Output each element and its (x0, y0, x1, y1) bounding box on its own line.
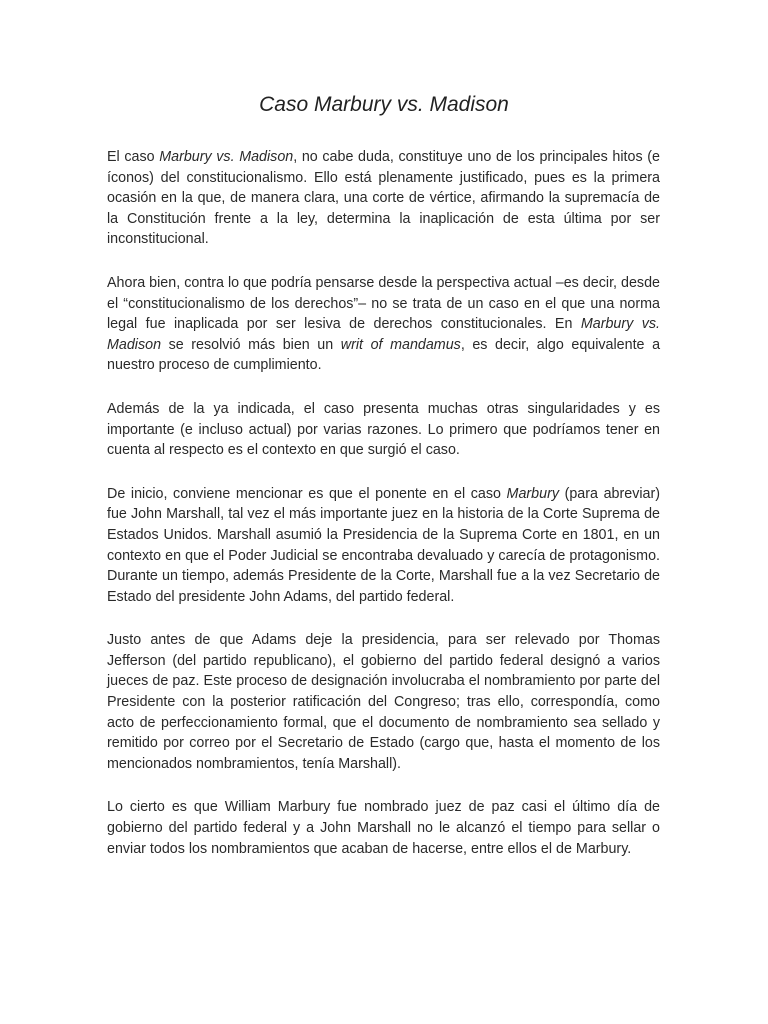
text-run: se resolvió más bien un (161, 336, 341, 353)
italic-text-run: Marbury (506, 485, 559, 502)
italic-text-run: writ of mandamus (340, 336, 461, 353)
paragraph (107, 797, 660, 859)
italic-text-run: Marbury vs. Madison (159, 149, 294, 165)
paragraph (107, 484, 660, 608)
text-run: , es decir, algo equivalente a nuestro proceso de cumplimiento. (107, 336, 661, 374)
text-run: Ahora bien, contra lo que podría pensarse desde la perspectiva actual –es decir, desde el “constitucionalismo de los derechos”– no se trata de un caso en el que una norma legal fue inaplicada por ser lesiva de derechos constitucionales. En (107, 274, 660, 333)
paragraph (107, 630, 660, 774)
text-run: , no cabe duda, constituye uno de los principales hitos (e íconos) del constitucionalismo. Ello está plenamente justificado, pues es la primera ocasión en la que, de manera clara, una corte de vértice, afirmando la supremacía de la Constitución frente a la ley, determina la inaplicación de esta última por ser inconstitucional. (107, 149, 660, 248)
text-run: (para abreviar) fue John Marshall, tal vez el más importante juez en la historia de la Corte Suprema de Estados Unidos. Marshall asumió la Presidencia de la Suprema Corte en 1801, en un contexto en que el Poder Judicial se encontraba devaluado y carecía de protagonismo. Durante un tiempo, además Presidente de la Corte, Marshall fue a la vez Secretario de Estado del presidente John Adams, del partido federal. (107, 485, 660, 605)
paragraph (107, 147, 660, 250)
document-title: Caso Marbury vs. Madison (259, 93, 509, 116)
text-run: Además de la ya indicada, el caso presenta muchas otras singularidades y es importante (e incluso actual) por varias razones. Lo primero que podríamos tener en cuenta al respecto es el contexto en que surgió el caso. (107, 400, 660, 459)
text-run: Lo cierto es que William Marbury fue nombrado juez de paz casi el último día de gobierno del partido federal y a John Marshall no le alcanzó el tiempo para sellar o enviar todos los nombramientos que acaban de hacerse, entre ellos el de Marbury. (107, 799, 660, 857)
paragraph (107, 399, 660, 461)
text-run: El caso (107, 149, 160, 165)
text-run: Justo antes de que Adams deje la presidencia, para ser relevado por Thomas Jefferson (del partido republicano), el gobierno del partido federal designó a varios jueces de paz. Este proceso de designación involucraba el nombramiento por parte del Presidente con la posterior ratificación del Congreso; tras ello, correspondía, como acto de perfeccionamiento formal, que el documento de nombramiento sea sellado y remitido por correo por el Secretario de Estado (cargo que, hasta el momento de los mencionados nombramientos, tenía Marshall). (107, 632, 660, 772)
italic-text-run: Marbury vs. Madison (107, 316, 660, 353)
text-run: De inicio, conviene mencionar es que el ponente en el caso (107, 485, 507, 502)
document-body (107, 147, 660, 882)
paragraph (107, 273, 660, 376)
